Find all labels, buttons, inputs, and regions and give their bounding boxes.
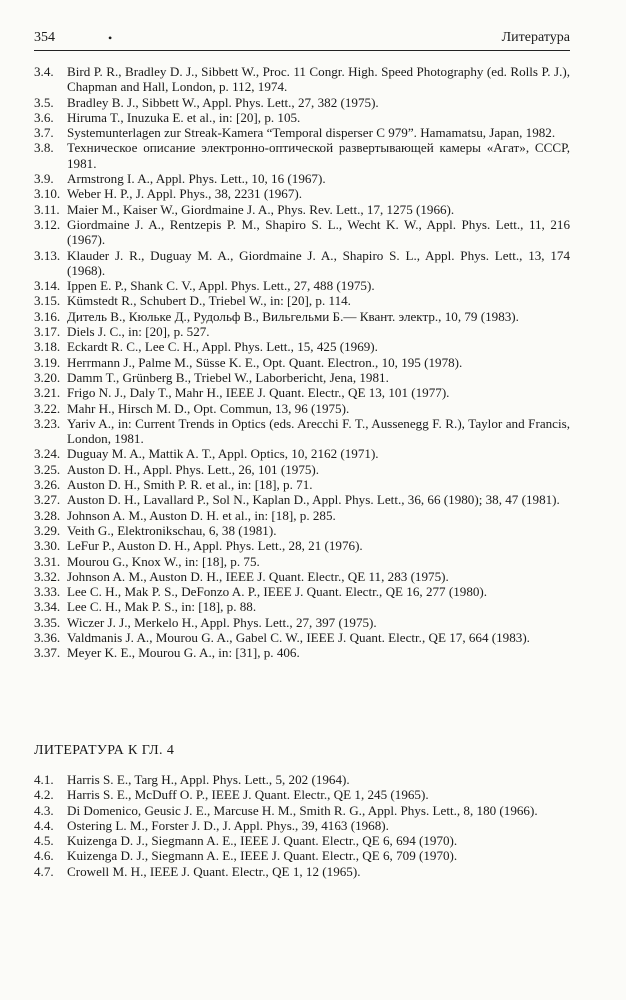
reference-number: 3.19. [34, 354, 61, 370]
reference-number: 4.2. [34, 787, 54, 803]
reference-number: 3.29. [34, 522, 61, 538]
reference-number: 3.37. [34, 645, 61, 661]
reference-entry [34, 278, 570, 293]
reference-entry [34, 401, 570, 416]
reference-number: 3.33. [34, 584, 61, 600]
reference-entry [34, 95, 570, 110]
reference-number: 3.4. [34, 64, 54, 79]
header-rule [34, 50, 570, 51]
reference-text: Bird P. R., Bradley D. J., Sibbett W., Proc. 11 Congr. High. Speed Photography (ed. Rolls P. J.), Chapman and Hall, London, p. 112, 1974. [67, 64, 570, 95]
reference-number: 3.36. [34, 629, 61, 645]
reference-text: Auston D. H., Lavallard P., Sol N., Kaplan D., Appl. Phys. Lett., 36, 66 (1980); 38, 47 (1981). [67, 492, 560, 508]
reference-entry [34, 324, 570, 339]
reference-text: Техническое описание электронно-оптической развертывающей камеры «Агат», СССР, 1981. [67, 140, 570, 171]
reference-number: 3.28. [34, 507, 61, 523]
reference-text: Lee C. H., Mak P. S., DeFonzo A. P., IEEE J. Quant. Electr., QE 16, 277 (1980). [67, 584, 488, 600]
reference-entry [34, 803, 570, 818]
reference-entry [34, 339, 570, 354]
reference-number: 3.32. [34, 568, 61, 584]
reference-text: Crowell M. H., IEEE J. Quant. Electr., QE 1, 12 (1965). [67, 863, 361, 879]
reference-text: Herrmann J., Palme M., Süsse K. E., Opt. Quant. Electron., 10, 195 (1978). [67, 354, 463, 370]
reference-text: Yariv A., in: Current Trends in Optics (eds. Arecchi F. T., Aussenegg F. R.), Taylor and Francis, London, 1981. [67, 415, 570, 447]
reference-text: Di Domenico, Geusic J. E., Marcuse H. M., Smith R. G., Appl. Phys. Lett., 8, 180 (1966). [67, 802, 538, 818]
reference-number: 3.23. [34, 415, 61, 431]
reference-entry [34, 538, 570, 553]
reference-entry [34, 615, 570, 630]
reference-entry [34, 416, 570, 447]
reference-number: 3.31. [34, 553, 61, 569]
reference-entry [34, 140, 570, 171]
reference-number: 4.5. [34, 833, 54, 849]
reference-entry [34, 848, 570, 863]
reference-number: 3.24. [34, 446, 61, 462]
reference-entry [34, 64, 570, 95]
reference-text: Kümstedt R., Schubert D., Triebel W., in: [20], p. 114. [67, 293, 351, 309]
reference-list-chapter-4 [34, 772, 570, 879]
reference-entry [34, 492, 570, 507]
reference-text: Duguay M. A., Mattik A. T., Appl. Optics, 10, 2162 (1971). [67, 446, 379, 462]
reference-entry [34, 385, 570, 400]
reference-number: 3.7. [34, 125, 54, 141]
reference-entry [34, 248, 570, 279]
reference-text: Giordmaine J. A., Rentzepis P. M., Shapiro S. L., Wecht K. W., Appl. Phys. Lett., 11, 216 (1967). [67, 216, 570, 248]
reference-entry [34, 462, 570, 477]
reference-text: Bradley B. J., Sibbett W., Appl. Phys. Lett., 27, 382 (1975). [67, 94, 379, 110]
reference-number: 4.3. [34, 802, 54, 818]
reference-text: Harris S. E., McDuff O. P., IEEE J. Quant. Electr., QE 1, 245 (1965). [67, 787, 429, 803]
reference-number: 3.11. [34, 201, 60, 217]
reference-text: Auston D. H., Appl. Phys. Lett., 26, 101 (1975). [67, 461, 320, 477]
reference-text: Ippen E. P., Shank C. V., Appl. Phys. Lett., 27, 488 (1975). [67, 278, 375, 294]
reference-number: 4.7. [34, 863, 54, 879]
reference-number: 3.25. [34, 461, 61, 477]
page-number: 354 [34, 30, 55, 45]
reference-number: 3.9. [34, 171, 54, 187]
reference-text: Auston D. H., Smith P. R. et al., in: [18], p. 71. [67, 477, 313, 493]
reference-text: Lee C. H., Mak P. S., in: [18], p. 88. [67, 599, 257, 615]
reference-number: 3.8. [34, 140, 54, 156]
reference-text: Veith G., Elektronikschau, 6, 38 (1981). [67, 522, 277, 538]
reference-number: 3.15. [34, 293, 61, 309]
reference-entry [34, 186, 570, 201]
reference-text: Diels J. C., in: [20], p. 527. [67, 324, 210, 340]
reference-entry [34, 833, 570, 848]
reference-number: 3.17. [34, 324, 61, 340]
reference-number: 3.5. [34, 94, 54, 110]
reference-entry [34, 818, 570, 833]
reference-text: Ostering L. M., Forster J. D., J. Appl. Phys., 39, 4163 (1968). [67, 817, 389, 833]
reference-number: 3.16. [34, 308, 61, 324]
reference-text: Systemunterlagen zur Streak-Kamera “Temporal disperser C 979”. Hamamatsu, Japan, 1982. [67, 125, 556, 141]
reference-number: 3.34. [34, 599, 61, 615]
reference-text: Дитель В., Кюльке Д., Рудольф В., Вильгельми Б.— Квант. электр., 10, 79 (1983). [67, 308, 519, 324]
reference-number: 3.12. [34, 216, 61, 232]
reference-entry [34, 584, 570, 599]
reference-list-chapter-3 [34, 64, 570, 661]
reference-text: Johnson A. M., Auston D. H., IEEE J. Quant. Electr., QE 11, 283 (1975). [67, 568, 449, 584]
reference-entry [34, 787, 570, 802]
reference-entry [34, 599, 570, 614]
reference-entry [34, 355, 570, 370]
section-heading: ЛИТЕРАТУРА К ГЛ. 4 [34, 743, 175, 758]
reference-number: 3.13. [34, 247, 61, 263]
reference-text: Hiruma T., Inuzuka E. et al., in: [20], p. 105. [67, 109, 301, 125]
reference-number: 3.10. [34, 186, 61, 202]
reference-number: 3.18. [34, 339, 61, 355]
reference-entry [34, 864, 570, 879]
reference-text: Valdmanis J. A., Mourou G. A., Gabel C. W., IEEE J. Quant. Electr., QE 17, 664 (1983). [67, 629, 530, 645]
reference-number: 3.35. [34, 614, 61, 630]
reference-entry [34, 523, 570, 538]
reference-entry [34, 772, 570, 787]
reference-number: 3.14. [34, 278, 61, 294]
reference-entry [34, 508, 570, 523]
reference-number: 3.30. [34, 538, 61, 554]
reference-text: LeFur P., Auston D. H., Appl. Phys. Lett., 28, 21 (1976). [67, 538, 363, 554]
reference-entry [34, 125, 570, 140]
reference-number: 3.6. [34, 109, 54, 125]
reference-entry [34, 477, 570, 492]
reference-number: 4.4. [34, 817, 54, 833]
reference-entry [34, 217, 570, 248]
reference-text: Klauder J. R., Duguay M. A., Giordmaine J. A., Shapiro S. L., Appl. Phys. Lett., 13, 174 (1968). [67, 247, 570, 278]
reference-entry [34, 370, 570, 385]
reference-entry [34, 630, 570, 645]
reference-number: 3.21. [34, 385, 61, 401]
reference-entry [34, 202, 570, 217]
reference-entry [34, 554, 570, 569]
reference-entry [34, 645, 570, 660]
reference-text: Johnson A. M., Auston D. H. et al., in: [18], p. 285. [67, 507, 336, 523]
reference-text: Weber H. P., J. Appl. Phys., 38, 2231 (1967). [67, 186, 302, 202]
running-title: Литература [501, 30, 570, 45]
reference-text: Eckardt R. C., Lee C. H., Appl. Phys. Lett., 15, 425 (1969). [67, 339, 378, 355]
reference-number: 3.26. [34, 477, 61, 493]
reference-entry [34, 171, 570, 186]
reference-text: Kuizenga D. J., Siegmann A. E., IEEE J. Quant. Electr., QE 6, 709 (1970). [67, 848, 458, 864]
reference-text: Frigo N. J., Daly T., Mahr H., IEEE J. Quant. Electr., QE 13, 101 (1977). [67, 385, 450, 401]
reference-text: Damm T., Grünberg B., Triebel W., Laborbericht, Jena, 1981. [67, 369, 389, 385]
reference-text: Mahr H., Hirsch M. D., Opt. Commun, 13, 96 (1975). [67, 400, 350, 416]
reference-number: 4.6. [34, 848, 54, 864]
reference-number: 3.27. [34, 492, 61, 508]
reference-entry [34, 293, 570, 308]
reference-entry [34, 309, 570, 324]
reference-entry [34, 446, 570, 461]
reference-text: Harris S. E., Targ H., Appl. Phys. Lett., 5, 202 (1964). [67, 772, 350, 787]
page-header [34, 28, 570, 48]
reference-text: Maier M., Kaiser W., Giordmaine J. A., Phys. Rev. Lett., 17, 1275 (1966). [67, 201, 455, 217]
reference-text: Wiczer J. J., Merkelo H., Appl. Phys. Lett., 27, 397 (1975). [67, 614, 377, 630]
reference-text: Meyer K. E., Mourou G. A., in: [31], p. 406. [67, 645, 300, 661]
reference-number: 3.22. [34, 400, 61, 416]
reference-entry [34, 569, 570, 584]
reference-number: 4.1. [34, 772, 54, 787]
reference-text: Mourou G., Knox W., in: [18], p. 75. [67, 553, 260, 569]
header-mark: • [108, 31, 113, 45]
reference-text: Kuizenga D. J., Siegmann A. E., IEEE J. Quant. Electr., QE 6, 694 (1970). [67, 833, 458, 849]
reference-entry [34, 110, 570, 125]
reference-number: 3.20. [34, 369, 61, 385]
reference-text: Armstrong I. A., Appl. Phys. Lett., 10, 16 (1967). [67, 171, 326, 187]
